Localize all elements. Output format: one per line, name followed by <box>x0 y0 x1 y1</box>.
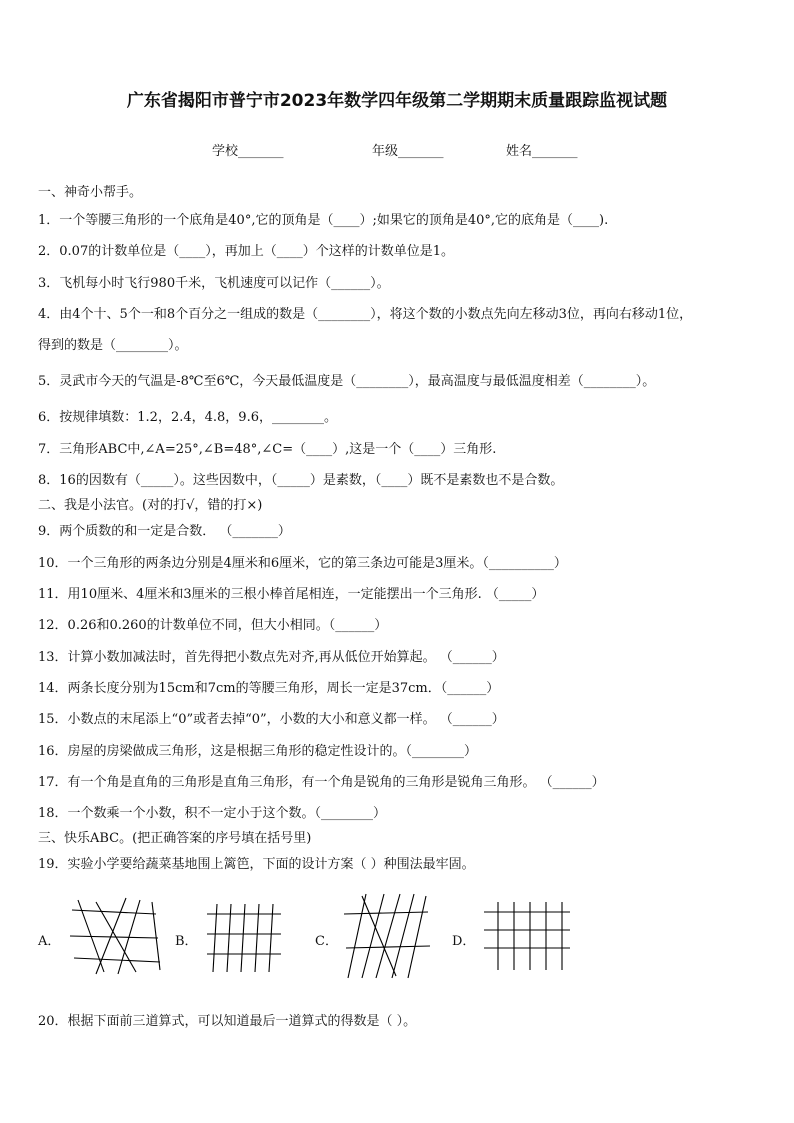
question-10: 10．一个三角形的两条边分别是4厘米和6厘米，它的第三条边可能是3厘米。（__________） <box>38 556 567 571</box>
question-5: 5．灵武市今天的气温是-8℃至6℃，今天最低温度是（________），最高温度与最低温度相差（________）。 <box>38 374 656 389</box>
option-c-label: C． <box>315 934 338 949</box>
question-4: 4．由4个十、5个一和8个百分之一组成的数是（________），将这个数的小数点先向左移动3位，再向右移动1位， <box>38 307 693 322</box>
option-a-label: A． <box>38 934 61 949</box>
question-1: 1．一个等腰三角形的一个底角是40°,它的顶角是（____）;如果它的顶角是40°,它的底角是（____). <box>38 213 609 228</box>
question-6: 6．按规律填数：1.2，2.4，4.8，9.6，________。 <box>38 410 337 425</box>
grade-field: 年级_______ <box>372 144 444 159</box>
fence-option-b-figure <box>203 900 285 976</box>
question-4-cont: 得到的数是（________）。 <box>38 338 188 353</box>
question-13: 13．计算小数加减法时，首先得把小数点先对齐,再从低位开始算起。 （______） <box>38 650 505 665</box>
question-8: 8．16的因数有（_____）。这些因数中，（_____）是素数，（____）既不是素数也不是合数。 <box>38 473 564 488</box>
fence-option-a-figure <box>66 896 166 978</box>
section-1-heading: 一、神奇小帮手。 <box>38 185 143 200</box>
question-9: 9．两个质数的和一定是合数． （_______） <box>38 524 291 539</box>
question-3: 3．飞机每小时飞行980千米，飞机速度可以记作（______）。 <box>38 276 390 291</box>
question-14: 14．两条长度分别为15cm和7cm的等腰三角形，周长一定是37cm．（______） <box>38 681 500 696</box>
section-2-heading: 二、我是小法官。(对的打√，错的打×) <box>38 498 263 513</box>
option-b-label: B． <box>175 934 198 949</box>
question-18: 18．一个数乘一个小数，积不一定小于这个数。（________） <box>38 806 387 821</box>
page-title: 广东省揭阳市普宁市2023年数学四年级第二学期期末质量跟踪监视试题 <box>126 91 668 111</box>
question-20: 20．根据下面前三道算式，可以知道最后一道算式的得数是（ ）。 <box>38 1014 417 1029</box>
question-17: 17．有一个角是直角的三角形是直角三角形，有一个角是锐角的三角形是锐角三角形。 （______） <box>38 775 605 790</box>
fence-option-c-figure <box>340 890 436 982</box>
question-7: 7．三角形ABC中,∠A=25°,∠B=48°,∠C=（____）,这是一个（____）三角形. <box>38 442 497 457</box>
question-19: 19．实验小学要给蔬菜基地围上篱笆，下面的设计方案（ ）种围法最牢固。 <box>38 857 475 872</box>
name-field: 姓名_______ <box>506 144 578 159</box>
question-12: 12．0.26和0.260的计数单位不同，但大小相同。（______） <box>38 618 388 633</box>
question-2: 2．0.07的计数单位是（____），再加上（____）个这样的计数单位是1。 <box>38 244 454 259</box>
school-field: 学校_______ <box>212 144 284 159</box>
question-11: 11．用10厘米、4厘米和3厘米的三根小棒首尾相连，一定能摆出一个三角形. （_____） <box>38 587 545 602</box>
question-15: 15．小数点的末尾添上“0”或者去掉“0”，小数的大小和意义都一样。 （______） <box>38 712 505 727</box>
question-16: 16．房屋的房梁做成三角形，这是根据三角形的稳定性设计的。（________） <box>38 744 478 759</box>
option-d-label: D． <box>452 934 476 949</box>
fence-option-d-figure <box>480 898 574 974</box>
section-3-heading: 三、快乐ABC。(把正确答案的序号填在括号里) <box>38 831 312 846</box>
